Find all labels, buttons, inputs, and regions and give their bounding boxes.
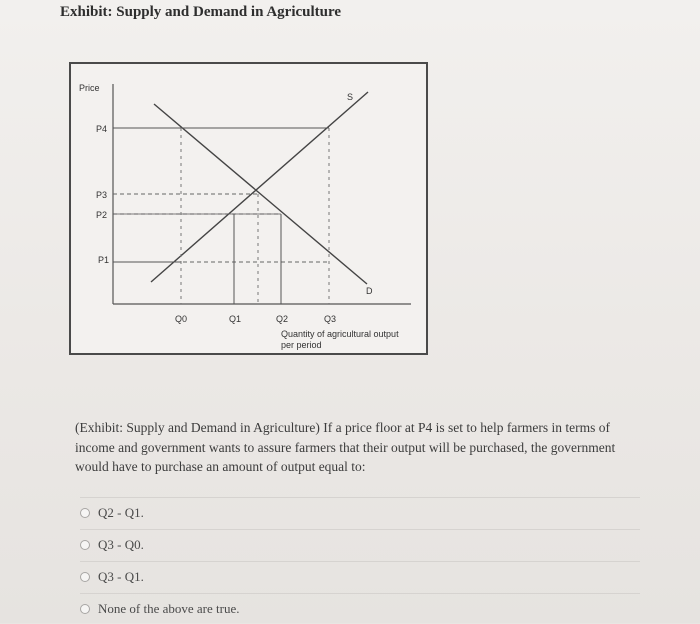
p2-label: P2: [96, 210, 108, 220]
q0-label: Q0: [175, 314, 188, 324]
p4-label: P4: [96, 124, 108, 134]
radio-button[interactable]: [80, 604, 90, 614]
option-1-label: Q2 - Q1.: [98, 505, 144, 520]
exhibit-title: Exhibit: Supply and Demand in Agriculture: [60, 4, 342, 20]
radio-button[interactable]: [80, 540, 90, 550]
option-3-label: Q3 - Q1.: [98, 569, 144, 584]
demand-label: D: [366, 286, 373, 296]
supply-demand-figure: [69, 62, 428, 355]
q2-label: Q2: [276, 314, 289, 324]
q1-label: Q1: [229, 314, 242, 324]
supply-label: S: [347, 92, 354, 102]
supply-curve: [151, 92, 368, 282]
q3-label: Q3: [324, 314, 337, 324]
graph-svg: [71, 64, 426, 353]
price-axis-label: Price: [79, 83, 100, 93]
x-axis-label-line2: per period: [281, 340, 322, 350]
question-text: (Exhibit: Supply and Demand in Agriculture) If a price floor at P4 is set to help farmers in terms of income and government wants to assure farmers that their output will be purchased, the government would have to purchase an amount of output equal to:: [75, 420, 616, 474]
p3-label: P3: [96, 190, 108, 200]
option-4[interactable]: [80, 594, 640, 624]
p1-label: P1: [98, 255, 110, 265]
radio-button[interactable]: [80, 572, 90, 582]
option-2-label: Q3 - Q0.: [98, 537, 144, 552]
radio-button[interactable]: [80, 508, 90, 518]
option-2[interactable]: [80, 530, 640, 560]
option-3[interactable]: [80, 562, 640, 592]
x-axis-label-line1: Quantity of agricultural output: [281, 329, 399, 339]
option-4-label: None of the above are true.: [98, 601, 240, 616]
option-1[interactable]: [80, 498, 640, 528]
